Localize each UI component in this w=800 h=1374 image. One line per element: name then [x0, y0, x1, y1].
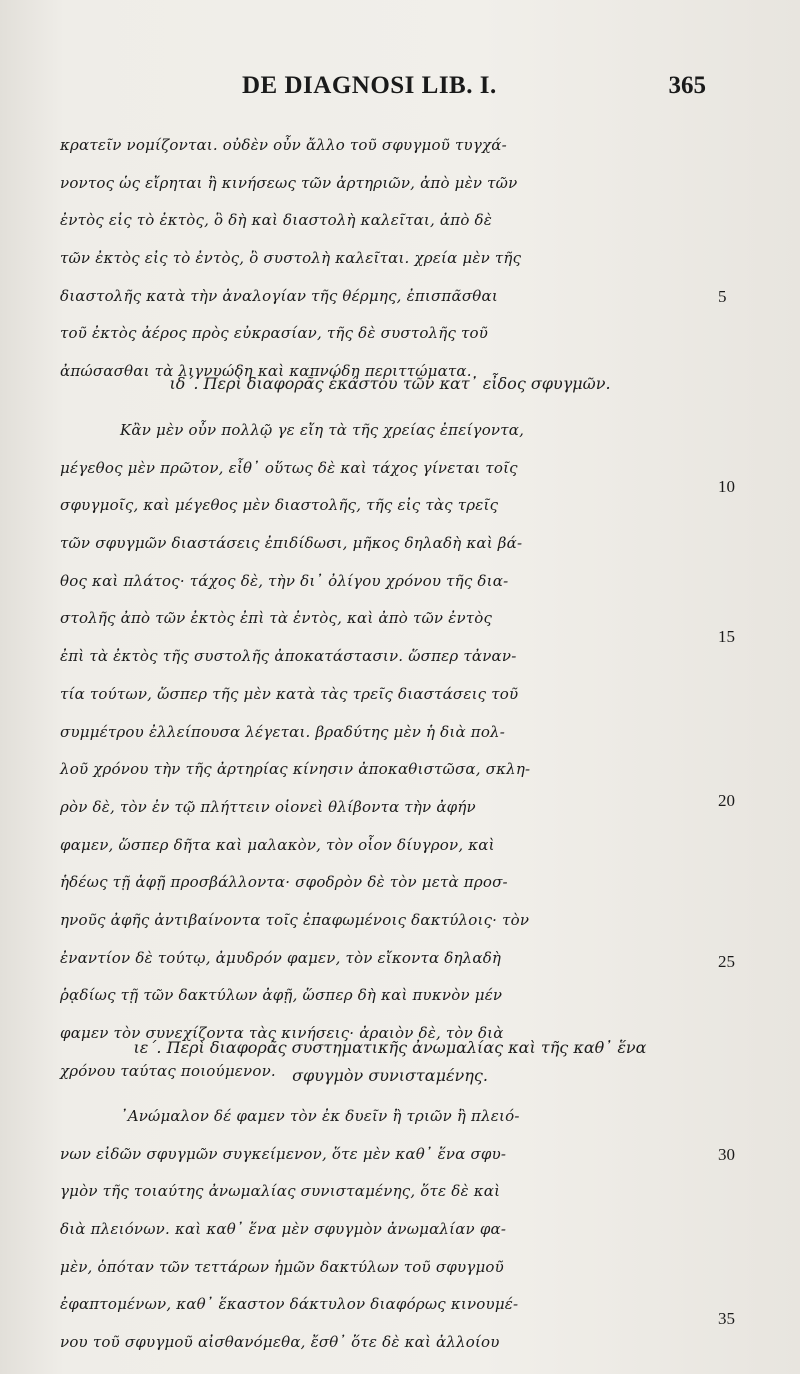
text-line: χρόνου ταύτας ποιούμενον.	[60, 1061, 276, 1080]
text-line: ἐφαπτομένων, καθ᾽ ἕκαστον δάκτυλον διαφόρως κινουμέ-	[60, 1295, 519, 1314]
text-line: ᾽Ανώμαλον δέ φαμεν τὸν ἐκ δυεῖν ἢ τριῶν ἢ πλειό-	[120, 1107, 520, 1125]
text-line: τῶν ἐκτὸς εἰς τὸ ἐντὸς, ὃ συστολὴ καλεῖται. χρεία μὲν τῆς	[60, 249, 522, 268]
text-line: μέγεθος μὲν πρῶτον, εἶθ᾽ οὕτως δὲ καὶ τάχος γίνεται τοῖς	[60, 458, 518, 477]
text-line: ηνοῦς ἀφῆς ἀντιβαίνοντα τοῖς ἐπαφωμένοις δακτύλοις· τὸν	[60, 910, 530, 929]
text-line: τία τούτων, ὥσπερ τῆς μὲν κατὰ τὰς τρεῖς διαστάσεις τοῦ	[60, 684, 519, 703]
line-number: 30	[718, 1145, 735, 1164]
text-line: ἐπὶ τὰ ἐκτὸς τῆς συστολῆς ἀποκατάστασιν. ὥσπερ τἀναν-	[60, 647, 517, 666]
line-number: 5	[718, 287, 727, 306]
paragraph-1	[60, 127, 720, 391]
paragraph-3	[60, 1098, 720, 1362]
text-line: λοῦ χρόνου τὴν τῆς ἀρτηρίας κίνησιν ἀποκαθιστῶσα, σκλη-	[60, 760, 531, 779]
text-line: ῥᾳδίως τῇ τῶν δακτύλων ἀφῇ, ὥσπερ δὴ καὶ πυκνὸν μέν	[60, 986, 503, 1005]
text-line: κρατεῖν νομίζονται. οὐδὲν οὖν ἄλλο τοῦ σφυγμοῦ τυγχά-	[60, 136, 507, 154]
text-line: νοντος ὡς εἴρηται ἢ κινήσεως τῶν ἀρτηριῶν, ἀπὸ μὲν τῶν	[60, 173, 518, 192]
text-line: Κἂν μὲν οὖν πολλῷ γε εἴη τὰ τῆς χρείας ἐπείγοντα,	[120, 421, 525, 439]
text-line: φαμεν τὸν συνεχίζοντα τὰς κινήσεις· ἀραιὸν δὲ, τὸν διὰ	[60, 1024, 504, 1042]
text-line: ἡδέως τῇ ἁφῇ προσβάλλοντα· σφοδρὸν δὲ τὸν μετὰ προσ-	[60, 873, 508, 892]
text-line: διαστολῆς κατὰ τὴν ἀναλογίαν τῆς θέρμης, ἐπισπᾶσθαι	[60, 286, 498, 305]
line-number: 25	[718, 952, 735, 971]
section-heading-15: ιε΄. Περὶ διαφορᾶς συστηματικῆς ἀνωμαλίας καὶ τῆς καθ᾽ ἕνα	[133, 1038, 647, 1057]
section-heading-14: ιδ΄. Περὶ διαφορᾶς ἑκάστου τῶν κατ᾽ εἶδος σφυγμῶν.	[169, 374, 611, 393]
line-number: 10	[718, 477, 735, 496]
text-line: νων εἰδῶν σφυγμῶν συγκείμενον, ὅτε μὲν καθ᾽ ἕνα σφυ-	[60, 1144, 507, 1163]
line-number: 35	[718, 1309, 735, 1328]
text-line: τοῦ ἐκτὸς ἀέρος πρὸς εὐκρασίαν, τῆς δὲ συστολῆς τοῦ	[60, 324, 489, 343]
text-line: ἐναντίον δὲ τούτῳ, ἀμυδρόν φαμεν, τὸν εἴκοντα δηλαδὴ	[60, 948, 502, 967]
line-number: 15	[718, 627, 735, 646]
paragraph-2	[60, 412, 720, 1090]
text-line: συμμέτρου ἐλλείπουσα λέγεται. βραδύτης μὲν ἡ διὰ πολ-	[60, 722, 506, 741]
text-line: ἐντὸς εἰς τὸ ἐκτὸς, ὃ δὴ καὶ διαστολὴ καλεῖται, ἀπὸ δὲ	[60, 211, 493, 230]
line-number: 20	[718, 791, 735, 810]
text-line: στολῆς ἀπὸ τῶν ἐκτὸς ἐπὶ τὰ ἐντὸς, καὶ ἀπὸ τῶν ἐντὸς	[60, 609, 493, 628]
page-number: 365	[668, 72, 706, 99]
text-line: ἀπώσασθαι τὰ λιγνυώδη καὶ καπνώδη περιττώματα.	[60, 362, 472, 381]
text-line: θος καὶ πλάτος· τάχος δὲ, τὴν δι᾽ ὀλίγου χρόνου τῆς δια-	[60, 571, 509, 590]
text-line: νου τοῦ σφυγμοῦ αἰσθανόμεθα, ἔσθ᾽ ὅτε δὲ καὶ ἀλλοίου	[60, 1333, 500, 1352]
text-line: ρὸν δὲ, τὸν ἐν τῷ πλήττειν οἱονεὶ θλίβοντα τὴν ἀφήν	[60, 797, 476, 816]
text-line: γμὸν τῆς τοιαύτης ἀνωμαλίας συνισταμένης, ὅτε δὲ καὶ	[60, 1182, 501, 1201]
text-line: διὰ πλειόνων. καὶ καθ᾽ ἕνα μὲν σφυγμὸν ἀνωμαλίαν φα-	[60, 1220, 507, 1239]
text-line: τῶν σφυγμῶν διαστάσεις ἐπιδίδωσι, μῆκος δηλαδὴ καὶ βά-	[60, 534, 523, 553]
text-line: σφυγμοῖς, καὶ μέγεθος μὲν διαστολῆς, τῆς εἰς τὰς τρεῖς	[60, 496, 499, 515]
text-line: φαμεν, ὥσπερ δῆτα καὶ μαλακὸν, τὸν οἷον δίυγρον, καὶ	[60, 835, 495, 854]
section-heading-15-cont: σφυγμὸν συνισταμένης.	[292, 1066, 488, 1085]
running-title: DE DIAGNOSI LIB. I.	[242, 72, 497, 99]
page-header	[64, 68, 716, 108]
text-line: μὲν, ὁπόταν τῶν τεττάρων ἡμῶν δακτύλων τοῦ σφυγμοῦ	[60, 1257, 504, 1276]
